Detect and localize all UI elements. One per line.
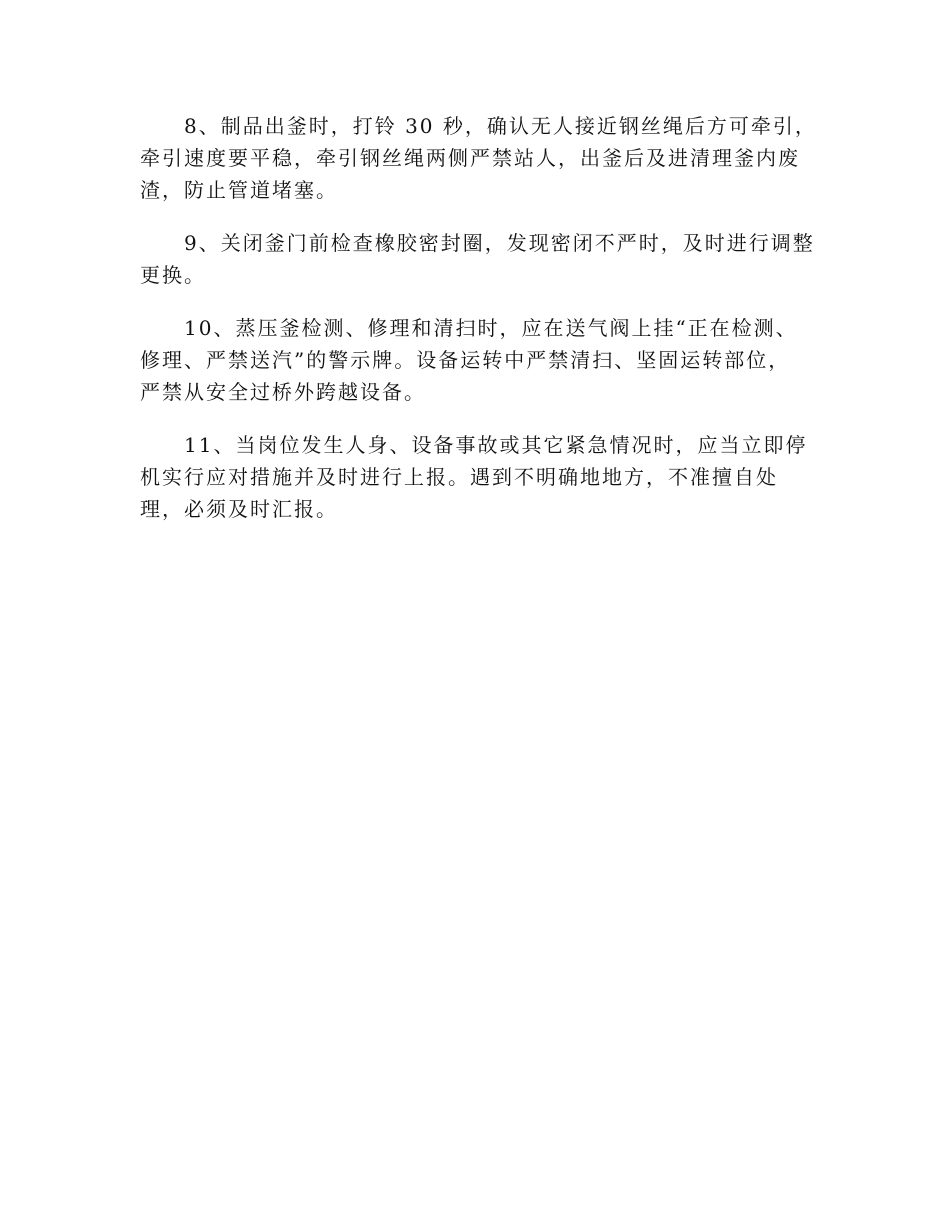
paragraph-line: 牵引速度要平稳，牵引钢丝绳两侧严禁站人，出釜后及进清理釜内废 — [140, 146, 800, 170]
paragraph-line: 严禁从安全过桥外跨越设备。 — [140, 380, 426, 404]
paragraph-line: 9、关闭釜门前检查橡胶密封圈，发现密闭不严时，及时进行调整 — [184, 231, 815, 255]
paragraph-item-8 — [140, 110, 820, 206]
paragraph-line: 修理、严禁送汽”的警示牌。设备运转中严禁清扫、坚固运转部位， — [140, 348, 791, 372]
document-body — [140, 110, 820, 546]
paragraph-item-9 — [140, 227, 820, 291]
paragraph-line: 渣，防止管道堵塞。 — [140, 178, 338, 202]
paragraph-line: 更换。 — [140, 263, 206, 287]
paragraph-line: 理，必须及时汇报。 — [140, 497, 338, 521]
paragraph-item-10 — [140, 312, 820, 408]
paragraph-item-11 — [140, 429, 820, 525]
paragraph-line: 11、当岗位发生人身、设备事故或其它紧急情况时，应当立即停 — [184, 433, 808, 457]
paragraph-line: 机实行应对措施并及时进行上报。遇到不明确地地方，不准擅自处 — [140, 465, 778, 489]
paragraph-line: 10、蒸压釜检测、修理和清扫时，应在送气阀上挂“正在检测、 — [184, 316, 798, 340]
paragraph-line: 8、制品出釜时，打铃 30 秒，确认无人接近钢丝绳后方可牵引， — [184, 114, 817, 138]
